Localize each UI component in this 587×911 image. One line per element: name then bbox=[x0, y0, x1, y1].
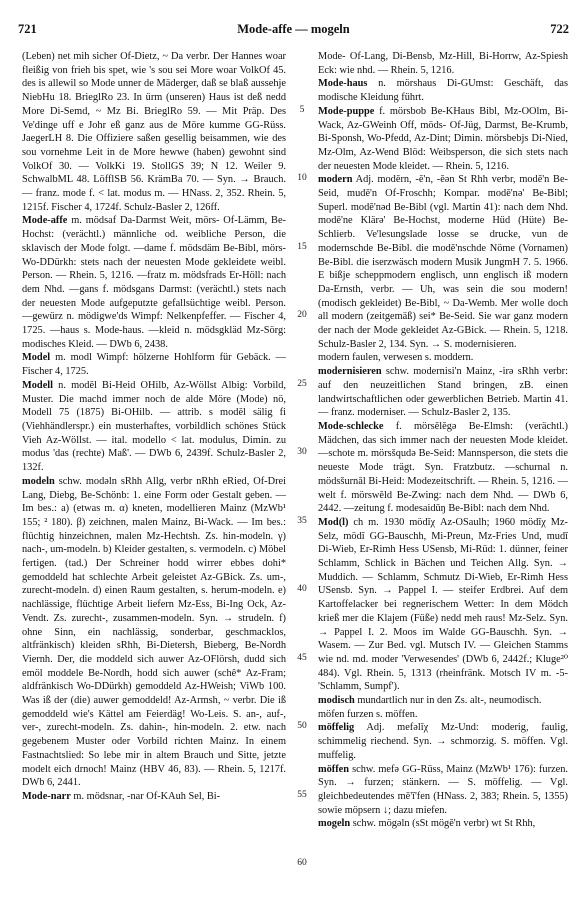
entry-text: Mode- Of-Lang, Di-Bensb, Mz-Hill, Bi-Horrw, Az-Spiesh Eck: wie nhd. — Rhein. 5, 1216. bbox=[318, 51, 568, 76]
entry-text: n. modĕl Bi-Heid OHilb, Az-Wöllst Albig: Vorbild, Muster. Die machd immer noch de alde Möre (Mode) nö, Modell 75 (1875) Bi-OHilb. — attrib. s modĕl sälig fi (Viehhändlerspr.) ein musterhaftes, vorbildlich schönes Stück Vieh Az-Wöllst. — ital. modello < lat. modulus, Dimin. zu modus 'das (rechte) Maß'. — DWb 6, 2439f. Schulz-Basler 2, 132f. bbox=[22, 379, 286, 474]
entry-text: Adj. modĕrn, -ĕ'n, -ĕən St Rhh verbr, modĕ'n Be-Seid, mudĕ'n Of-Froschh; Kompar. modĕ'nə' Be-Bibl; Superl. modĕ'nəd Be-Bibl (vgl. Martin 41): nach dem Nhd. modĕ'ne Klärə' Be-Hochst, moderne Hüd (Hüte) Be-Schlierb. Ve'lesungslade losse se drucke, vun de modernschde Be-Bibl. die modĕ'nschde Nöme (Vornamen) Be-Bibl. die iserzwäsch modern Musik JungmH 7. 5. 1966. E bißje scheppmodern englisch, unn englisch iß modern Da-Ernsth, verbr. — Uh, was sein die sou modern! (modisch gekleidet) Be-Bibl, ~ Da-Wemb. Mer wolle doch all modern (zeitgemäß) sei* Be-Seid. Sie war ganz modern der nach der Mode gekleidet Az-GBick. — Rhein. 5, 1218. Schulz-Basler 2, 134. Syn. → S. modernisieren. bbox=[318, 174, 568, 350]
left-column bbox=[22, 50, 286, 902]
dictionary-entry bbox=[318, 420, 568, 516]
dictionary-entry bbox=[22, 790, 286, 804]
line-number: 50 bbox=[297, 721, 307, 732]
dictionary-entry bbox=[318, 105, 568, 174]
dictionary-entry bbox=[318, 721, 568, 762]
entry-text: n. mörshaus Di-GUmst: Geschäft, das modische Kleidung führt. bbox=[318, 78, 568, 104]
entry-headword: modern bbox=[318, 174, 353, 186]
entry-headword: Model bbox=[22, 352, 51, 364]
entry-text: schw. mögəln (sSt mögĕ'n verbr) wt St Rhh, bbox=[350, 818, 536, 830]
entry-headword: Mode-narr bbox=[22, 790, 71, 802]
dictionary-entry bbox=[318, 173, 568, 351]
entry-text: schw. modəln sRhh Allg, verbr nRhh eRied, Of-Drei Lang, Diebg, Be-Schönb: 1. eine Form oder Gestalt geben. — Im bes.: a) (etwas m. α) kneten, modellieren Mainz (MzWb¹ 155; ² 180). β) zeichnen, malen Mainz, Bi-Wack. — Im bes.: flüchtig hinzeichnen, malen Mz-Hechtsh. Zs. hin-modeln. γ) nach-, um-modeln. b) Kleider gestalten, s. vermodeln. c) Möbel fertigen. (tad.) Der Schreiner hodd wirrer ebbes dohi* gemoddeld hat schlechte Arbeit geleistet Az-GBick. Zs. um-, zurecht-modeln. d) einen Raum gestalten, s. herum-modeln. e) nachlässige, flüchtige Arbeit liefern Mz-Ess, Bi-Ing Ock, Az-Vendt. Zs. zurecht-, zusammen-modeln. Syn. → strudeln. f) ohne Sinn, ein nachlässig, sonderbar, geschmacklos, altfränkisch) kleiden sRhh, Bi-Dietersh, Bieberg, Be-Nordh Viernh. Der, die moddeld sich auwer Az-OFlörsh, dudd sich emöl moddele Be-Nordh, hodd sich auwer (schê* Az-Fram; aldfränkisch Wo-DDürkh) gemoddeld Az-HWeish; ViWb 100. Was iß der (die) auwer gemoddeld! Az-Armsh, ~ verbr. Die iß gemoddeld wie's Kättel am Feierdäg! Wo-Leis. S. an-, auf-, ver-, zurecht-modeln. Zs. dahin-, hin-modeln. 2. etw. nach gegebenem Muster oder Vorbild richten Mainz. In einem Fastnachtslied: So lebe mir in altem Brauch und Sitte, jetzte modelt eich drnoch! Mainz (HBV 46, 83). — Rhein. 5, 1217f. DWb 6, 2441. bbox=[22, 475, 286, 789]
entry-text: schw. modernisi'n Mainz, -irə sRhh verbr: auf den neuzeitlichen Stand bringen, zB. einen landwirtschaftlichen oder gewerblichen Betrieb. Martin 41. — franz. moderniser. — Schulz-Basler 2, 135. bbox=[318, 366, 568, 419]
entry-headword: Mode-affe bbox=[22, 215, 68, 227]
line-numbers bbox=[289, 50, 315, 902]
line-number: 40 bbox=[297, 584, 307, 595]
dictionary-entry bbox=[318, 763, 568, 818]
dictionary-entry bbox=[22, 351, 286, 378]
dictionary-entry bbox=[318, 50, 568, 77]
entry-text: mundartlich nur in den Zs. alt-, neumodisch. bbox=[354, 695, 542, 707]
entry-text: f. mörsĕlĕgə Be-Elmsh: (verächtl.) Mädchen, das sich immer nach der neuesten Mode kleidet. —schote m. mörsšqudə Be-Seid: Mannsperson, die stets die neueste Mode trägt. Syn. Fratzbutz. —schurnal n. mödsšurnăl Bi-Heid: Modezeitschrift. — Rhein. 5, 1216. —welt f. mörswĕld Be-Zwing: nach dem Nhd. — DWb 6, 2442. —zeitung f. modesaidŭŋ Be-Bibl: nach dem Nhd. bbox=[318, 420, 568, 515]
line-number: 30 bbox=[297, 447, 307, 458]
entry-text: f. mörsbob Be-KHaus Bibl, Mz-OOlm, Bi-Wack, Az-GWeinh Off, möds- Of-Jüg, Darmst, Be-Krumb, Bi-Sponsh, Wo-Pfedd, Az-Dint; Dimin. mörsbebjs Di-Nied, Mz-Olm, Az-Wend Blöd: Weibsperson, die sich stets nach der neuesten Mode kleidet. — Rhein. 5, 1216. bbox=[318, 105, 568, 172]
entry-headword: Mod(l) bbox=[318, 516, 349, 528]
line-number: 55 bbox=[297, 789, 307, 800]
line-number: 45 bbox=[297, 652, 307, 663]
entry-headword: Mode-haus bbox=[318, 78, 368, 90]
entry-headword: mogeln bbox=[318, 818, 351, 830]
dictionary-entry bbox=[318, 365, 568, 420]
entry-text: m. mödsaf Da-Darmst Weit, mörs- Of-Lämm, Be-Hochst: (verächtl.) männliche od. weibliche Person, die sklavisch der Mode folgt. —dame f. mödsdäm Be-Bibl, mörs- Wo-DDürkh: stets nach der neuesten Mode gekleidete weibl. Person. — Rhein. 5, 1216. —fratz m. mödsfrads Er-Höll: nach dem Nhd. —gans f. mödsgans Darmst: (verächtl.) stets nach der neuesten Mode aufgeputzte gefallsüchtige weibl. Person. —gewürz n. mödigwe'ds Wimpf: Nelkenpfeffer. — Fischer 4, 1725. —haus s. Mode-haus. —kleid n. mödsgkläd Mz-Sörg: modisches Kleid. — DWb 6, 2438. bbox=[22, 215, 286, 350]
entry-text: (Leben) net mih sicher Of-Dietz, ~ Da verbr. Der Hannes woar fleißig von frieh bis spet, wie 's sou sei More woar VolkOf 45. des is allewil so Mode unner de Mäderger, daß se blaß aussehje NiebHu 18. BrieglRo 23. In ürm (unseren) Haus ist deß nedd More Di-Semd, ~ Mz Bi. BrieglRo 59. — Mit Präp. Des Ve'dinge uff e Johr eß ganz aus de Möre kumme GG-Rüss. JaegerLH 8. Die Offiziere saßen gesellig beisammen, wie des sou vornehme Leit in de More hewwe (haben) gewohnt sind VolkOf 30. — VolkKi 19. StollGS 39; N 12. Weiler 9. SchwalbML 48. LöfflSB 56. KrämBa 70. — Syn. → Brauch. — franz. mode f. < lat. modus m. — HNass. 2, 352. Rhein. 5, 1215f. Fischer 4, 1724f. Schulz-Basler 2, 126ff. bbox=[22, 51, 286, 213]
entry-text: modern faulen, verwesen s. moddern. bbox=[318, 352, 474, 364]
dictionary-entry bbox=[318, 351, 568, 365]
dictionary-entry bbox=[22, 379, 286, 475]
dictionary-entry bbox=[318, 77, 568, 104]
running-head: Mode-affe — mogeln bbox=[237, 22, 350, 36]
entry-headword: Mode-puppe bbox=[318, 105, 375, 117]
dictionary-entry bbox=[318, 694, 568, 708]
entry-text: ch m. 1930 mödĭχ Az-OSaulh; 1960 mödĭχ Mz-Selz, mödĭ GG-Bauschh, Mi-Preun, Mz-Fries Und, mudĭ Di-Wieb, Er-Rimh Hess USensb, Mi-Rüd: 1. dünner, feiner Schlamm, Schlick in Bächen und Teichen Allg. Syn. → Muddich. — Schlamm, Schmutz Di-Wieb, Er-Rimh Hess USensb. Syn. → Pappel I. — steifer Erdbrei. Auf dem Kartoffelacker bei regnerischem Wetter: In dem Mödch krieß mer die Klajem (Füße) nedd meh raus! Mz-Selz. Syn. → Pappel I. 2. Moos im Walde GG-Bauschh. Syn. → Wasem. — Zur Bed. vgl. Mutsch IV. — Gleichen Stamms wie nd. md. moder 'Verwesendes' (DWb 6, 2442f.; Kluge²⁰ 484). Vgl. Rhein. 5, 1313 (rheinfränk. Motsch IV m. -5- 'Schlamm, Sumpf'). bbox=[318, 516, 568, 693]
entry-headword: modisch bbox=[318, 695, 355, 707]
entry-text: m. mödsnar, -nar Of-KAuh Sel, Bi- bbox=[70, 790, 221, 802]
entry-headword: Mode-schlecke bbox=[318, 420, 384, 432]
line-number: 15 bbox=[297, 241, 307, 252]
dictionary-entry bbox=[22, 214, 286, 351]
line-number: 5 bbox=[299, 104, 305, 115]
entry-headword: möffen bbox=[318, 763, 350, 775]
line-number: 10 bbox=[297, 173, 307, 184]
dictionary-entry bbox=[318, 516, 568, 694]
entry-text: schw. mefə GG-Rüss, Mainz (MzWb¹ 176): furzen. Syn. → furzen; stänkern. — S. möffelig. — Vgl. gleichbedeutendes mĕ'ĭ'fen (HNass. 2, 383; Rhein. 5, 1355) sowie möpsern ↓; dazu miefen. bbox=[318, 763, 568, 816]
entry-headword: modeln bbox=[22, 475, 55, 487]
entry-text: Adj. mefəlĭχ Mz-Und: moderig, faulig, schimmelig riechend. Syn. → schmorzig. S. möffen. Vgl. muffelig. bbox=[318, 722, 568, 761]
page-number-left: 721 bbox=[18, 22, 37, 36]
dictionary-entry bbox=[22, 475, 286, 790]
entry-headword: Modell bbox=[22, 379, 54, 391]
dictionary-entry bbox=[318, 708, 568, 722]
line-number: 35 bbox=[297, 515, 307, 526]
line-number: 20 bbox=[297, 310, 307, 321]
entry-text: m. modl Wimpf: hölzerne Hohlform für Gebäck. — Fischer 4, 1725. bbox=[22, 352, 286, 378]
line-number: 60 bbox=[297, 858, 307, 869]
entry-headword: möffelig bbox=[318, 722, 355, 734]
page-number-right: 722 bbox=[550, 22, 569, 36]
right-column bbox=[318, 50, 568, 902]
dictionary-entry bbox=[318, 817, 568, 831]
dictionary-entry bbox=[22, 50, 286, 214]
line-number: 25 bbox=[297, 378, 307, 389]
entry-headword: modernisieren bbox=[318, 366, 382, 378]
page-header bbox=[18, 22, 569, 38]
entry-text: möfen furzen s. möffen. bbox=[318, 708, 418, 720]
